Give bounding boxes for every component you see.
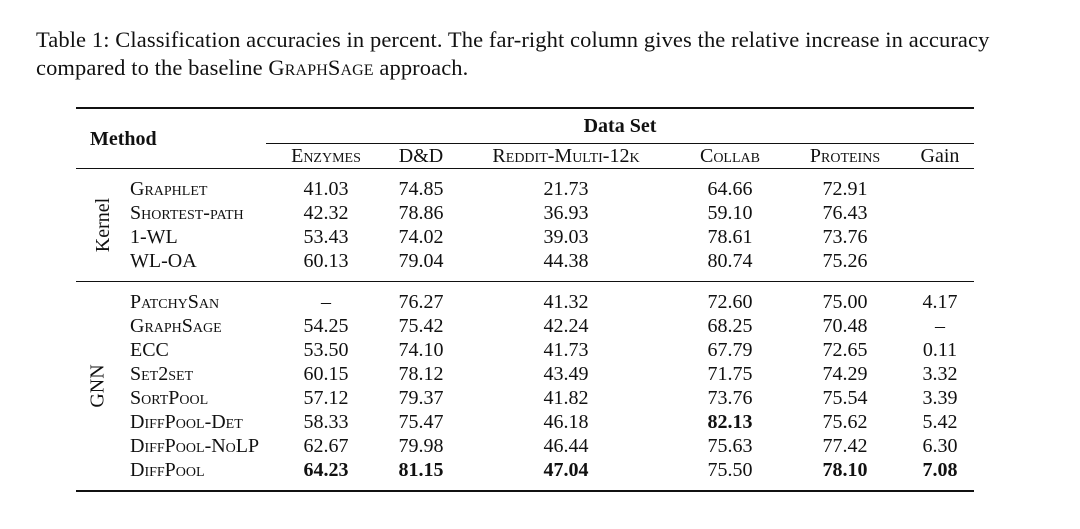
table-row bbox=[76, 314, 974, 338]
table-cell: 36.93 bbox=[543, 202, 589, 224]
table-row bbox=[76, 201, 974, 225]
table-row bbox=[76, 458, 974, 482]
table-row bbox=[76, 290, 974, 314]
table-cell: 71.75 bbox=[707, 363, 753, 385]
table-row bbox=[76, 362, 974, 386]
method-name: DiffPool bbox=[130, 459, 205, 481]
table-cell: – bbox=[321, 291, 331, 313]
table-cell: 58.33 bbox=[303, 411, 349, 433]
table-row bbox=[76, 410, 974, 434]
table-cell: 75.47 bbox=[398, 411, 444, 433]
table-cell bbox=[906, 201, 974, 225]
table-cell: 75.63 bbox=[707, 435, 753, 457]
table-cell: 64.23 bbox=[303, 459, 349, 481]
table-cell: 78.61 bbox=[707, 226, 753, 248]
table-cell: 77.42 bbox=[822, 435, 868, 457]
method-name: DiffPool-Det bbox=[130, 411, 243, 433]
table-cell: 74.29 bbox=[822, 363, 868, 385]
table-cell: 0.11 bbox=[922, 339, 958, 361]
table-cell: 59.10 bbox=[707, 202, 753, 224]
table-row bbox=[76, 249, 974, 273]
method-name: PatchySan bbox=[130, 291, 220, 313]
group-label bbox=[76, 290, 116, 482]
method-name: WL-OA bbox=[130, 250, 197, 272]
method-name: Set2set bbox=[130, 363, 194, 385]
method-name: Shortest-path bbox=[130, 202, 244, 224]
caption-baseline-name: GraphSage bbox=[268, 55, 374, 80]
table-cell: 60.13 bbox=[303, 250, 349, 272]
table-cell: 75.42 bbox=[398, 315, 444, 337]
table-cell: 81.15 bbox=[398, 459, 444, 481]
group-label-text: Kernel bbox=[92, 197, 115, 253]
table-cell: 62.67 bbox=[303, 435, 349, 457]
table-cell: 5.42 bbox=[922, 411, 958, 433]
table-row bbox=[76, 338, 974, 362]
table-cell: 74.10 bbox=[398, 339, 444, 361]
table-cell bbox=[906, 177, 974, 201]
table-cell: 75.00 bbox=[822, 291, 868, 313]
table-cell: 72.60 bbox=[707, 291, 753, 313]
table-cell: 41.73 bbox=[543, 339, 589, 361]
table-cell: 79.37 bbox=[398, 387, 444, 409]
table-cell: 72.65 bbox=[822, 339, 868, 361]
table-cell: 42.32 bbox=[303, 202, 349, 224]
table-row bbox=[76, 177, 974, 201]
table-cell: 39.03 bbox=[543, 226, 589, 248]
table-cell: 78.10 bbox=[822, 459, 868, 481]
results-table bbox=[76, 107, 974, 492]
method-name: Graphlet bbox=[130, 178, 208, 200]
method-header: Method bbox=[90, 127, 157, 150]
table-cell: 64.66 bbox=[707, 178, 753, 200]
column-header: Gain bbox=[906, 144, 974, 169]
method-name: ECC bbox=[130, 339, 169, 361]
table-cell: 73.76 bbox=[822, 226, 868, 248]
method-name: 1-WL bbox=[130, 226, 178, 248]
table-cell: 78.86 bbox=[398, 202, 444, 224]
table-caption bbox=[36, 26, 1046, 82]
table-cell: 53.50 bbox=[303, 339, 349, 361]
column-header: Reddit-Multi-12k bbox=[456, 144, 676, 169]
table-cell: 43.49 bbox=[543, 363, 589, 385]
table-cell: 75.62 bbox=[822, 411, 868, 433]
caption-text: Table 1: Classification accuracies in percent. The far-right column gives the relative increase in accuracy compared to the baseline bbox=[36, 27, 990, 80]
group-label bbox=[76, 177, 116, 273]
table-cell: 74.85 bbox=[398, 178, 444, 200]
table-row bbox=[76, 386, 974, 410]
table-cell: 6.30 bbox=[922, 435, 958, 457]
table-cell: 74.02 bbox=[398, 226, 444, 248]
table-cell: 3.39 bbox=[922, 387, 958, 409]
table-cell: 75.26 bbox=[822, 250, 868, 272]
table-cell: 67.79 bbox=[707, 339, 753, 361]
table-cell: 3.32 bbox=[922, 363, 958, 385]
column-header: Proteins bbox=[784, 144, 906, 169]
table-cell: 72.91 bbox=[822, 178, 868, 200]
table-cell: 60.15 bbox=[303, 363, 349, 385]
method-name: GraphSage bbox=[130, 315, 222, 337]
table-cell: 75.50 bbox=[707, 459, 753, 481]
table-cell: – bbox=[935, 315, 945, 337]
dataset-header: Data Set bbox=[583, 115, 657, 137]
table-cell: 78.12 bbox=[398, 363, 444, 385]
table-cell: 73.76 bbox=[707, 387, 753, 409]
table-cell: 57.12 bbox=[303, 387, 349, 409]
table-cell: 54.25 bbox=[303, 315, 349, 337]
table-cell: 41.03 bbox=[303, 178, 349, 200]
table-cell: 46.44 bbox=[543, 435, 589, 457]
table-row bbox=[76, 225, 974, 249]
column-header: Enzymes bbox=[266, 144, 386, 169]
method-name: SortPool bbox=[130, 387, 209, 409]
table-cell: 82.13 bbox=[707, 411, 753, 433]
table-cell: 76.43 bbox=[822, 202, 868, 224]
table-cell: 70.48 bbox=[822, 315, 868, 337]
group-label-text: GNN bbox=[86, 364, 109, 408]
table-cell: 79.04 bbox=[398, 250, 444, 272]
table-cell: 80.74 bbox=[707, 250, 753, 272]
column-header: D&D bbox=[386, 144, 456, 169]
table-cell: 42.24 bbox=[543, 315, 589, 337]
table-cell bbox=[906, 249, 974, 273]
table-cell: 76.27 bbox=[398, 291, 444, 313]
table-cell: 44.38 bbox=[543, 250, 589, 272]
table-cell: 47.04 bbox=[543, 459, 589, 481]
method-name: DiffPool-NoLP bbox=[130, 435, 260, 457]
table-cell: 46.18 bbox=[543, 411, 589, 433]
table-cell: 68.25 bbox=[707, 315, 753, 337]
table-cell: 53.43 bbox=[303, 226, 349, 248]
table-row bbox=[76, 434, 974, 458]
table-cell: 41.82 bbox=[543, 387, 589, 409]
table-cell: 75.54 bbox=[822, 387, 868, 409]
table-cell bbox=[906, 225, 974, 249]
table-cell: 7.08 bbox=[922, 459, 958, 481]
table-cell: 41.32 bbox=[543, 291, 589, 313]
column-header: Collab bbox=[676, 144, 784, 169]
table-cell: 4.17 bbox=[922, 291, 958, 313]
caption-suffix: approach. bbox=[373, 55, 469, 80]
table-cell: 79.98 bbox=[398, 435, 444, 457]
table-cell: 21.73 bbox=[543, 178, 589, 200]
